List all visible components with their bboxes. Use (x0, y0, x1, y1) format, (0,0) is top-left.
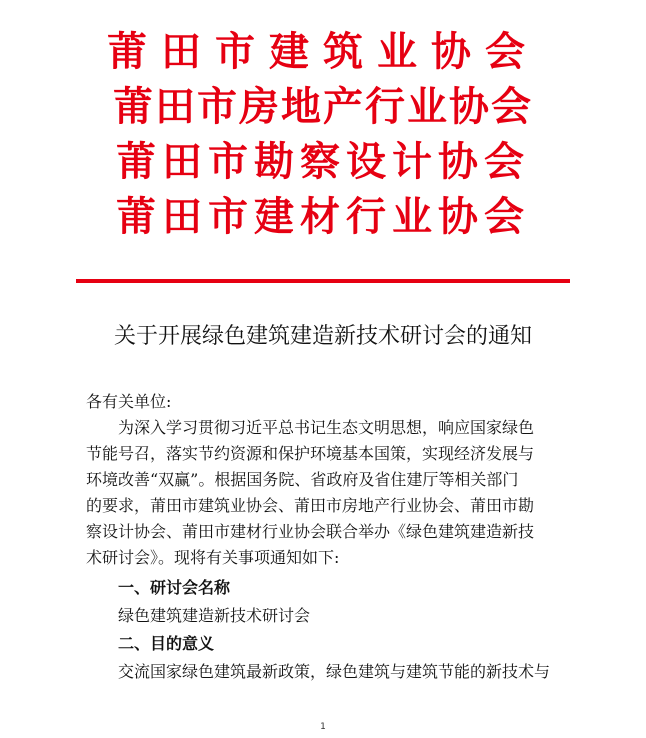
header-line-survey-design-association: 莆田市勘察设计协会 (116, 138, 530, 185)
body-line-1: 为深入学习贯彻习近平总书记生态文明思想，响应国家绿色 (118, 418, 535, 437)
section-content-1: 绿色建筑建造新技术研讨会 (118, 606, 311, 625)
header-line-construction-association: 莆田市建筑业协会 (107, 28, 539, 75)
notice-title: 关于开展绿色建筑建造新技术研讨会的通知 (113, 324, 532, 349)
section-heading-2: 二、目的意义 (118, 634, 215, 653)
body-line-2: 节能号召，落实节约资源和保护环境基本国策，实现经济发展与 (86, 444, 535, 463)
salutation: 各有关单位: (86, 392, 172, 411)
body-line-4: 的要求，莆田市建筑业协会、莆田市房地产行业协会、莆田市勘 (86, 496, 535, 515)
page-number: 1 (320, 722, 326, 732)
header-line-real-estate-association: 莆田市房地产行业协会 (113, 83, 533, 130)
section-content-2: 交流国家绿色建筑最新政策，绿色建筑与建筑节能的新技术与 (118, 662, 551, 681)
body-line-3: 环境改善“双赢”。根据国务院、省政府及省住建厅等相关部门 (86, 470, 519, 489)
body-line-6: 术研讨会》。现将有关事项通知如下: (86, 548, 340, 567)
body-line-5: 察设计协会、莆田市建材行业协会联合举办《绿色建筑建造新技 (86, 522, 535, 541)
section-heading-1: 一、研讨会名称 (118, 578, 231, 597)
red-divider-line (76, 279, 570, 283)
header-line-building-materials-association: 莆田市建材行业协会 (116, 193, 530, 240)
